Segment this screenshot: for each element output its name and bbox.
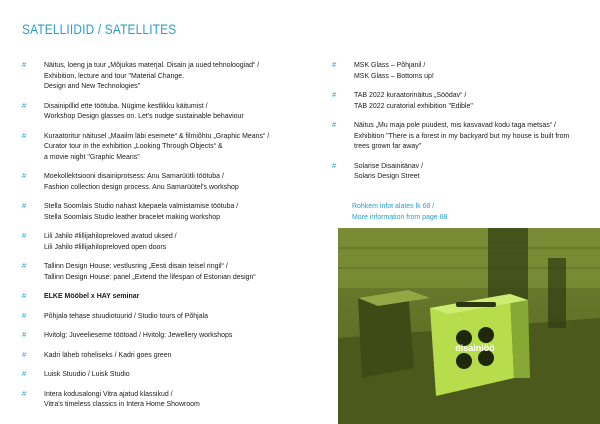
hash-bullet: # xyxy=(332,60,337,69)
list-item: # Moekollektsiooni disainiprotsess: Anu Samarüütli töötuba / Fashion collection design process. Anu Samarüütel's workshop xyxy=(22,171,239,191)
list-item: # Stella Soomlais Studio nahast käepaela valmistamise töötuba / Stella Soomlais Studio leather bracelet making workshop xyxy=(22,201,239,221)
hash-bullet: # xyxy=(22,100,27,110)
list-item: # Kadri läheb roheliseks / Kadri goes green xyxy=(22,349,172,359)
list-item: # Lili Jahilo #lillijahilopreloved avatud uksed / Lili Jahilo #lillijahilopreloved open doors xyxy=(22,231,177,251)
list-item: # Disainipillid ette töötuba. Nügime kestlikku käitumist / Workshop Design glasses on. Let's nudge sustainable behaviour xyxy=(22,100,244,120)
hash-bullet: # xyxy=(22,231,27,240)
events-list-right xyxy=(332,60,582,191)
list-item: # ELKE Mööbel x HAY seminar xyxy=(22,291,140,300)
list-item: # Luisk Stuudio / Luisk Studio xyxy=(22,369,130,378)
list-item: # Näitus, loeng ja tuur „Mõjukas materjal. Disain ja uued tehnoloogiad“ / Exhibition, lecture and tour "Material Change. Design and New Technologies" xyxy=(22,60,260,90)
events-list-left xyxy=(22,60,322,419)
hash-bullet: # xyxy=(22,330,27,339)
box-logo-text: disainiöö xyxy=(455,343,495,353)
photo-illustration xyxy=(338,228,600,424)
hash-bullet: # xyxy=(22,201,27,210)
hash-bullet: # xyxy=(332,120,337,129)
list-item: # MSK Glass – Põhjanil / MSK Glass – Bottoms up! xyxy=(332,60,434,80)
list-item: # Põhjala tehase stuudiotuurid / Studio tours of Põhjala xyxy=(22,310,209,320)
hash-bullet: # xyxy=(22,310,27,320)
hash-bullet: # xyxy=(22,261,27,270)
event-photo xyxy=(338,228,600,424)
hash-bullet: # xyxy=(22,60,27,69)
hash-bullet: # xyxy=(22,171,27,180)
list-item: # Intera kodusalongi Vitra ajatud klassikud / Vitra's timeless classics in Intera Home Showroom xyxy=(22,388,200,408)
hash-bullet: # xyxy=(332,90,337,99)
hash-bullet: # xyxy=(22,130,27,140)
page-title: SATELLIIDID / SATELLITES xyxy=(22,22,177,37)
list-item: # TAB 2022 kuraatorinäitus „Söödav“ / TAB 2022 curatorial exhibition "Edible" xyxy=(332,90,473,110)
hash-bullet: # xyxy=(332,160,337,170)
list-item: # Kuraatoritur näitusel „Maailm läbi esemete“ & filmiõhtu „Graphic Means“ / Curator tour in the exhibition „Looking Through Objects“ & a movie night "Graphic Means" xyxy=(22,130,270,161)
hash-bullet: # xyxy=(22,388,27,398)
list-item: # Hvitolg: Juveelieseme töötoad / Hvitolg: Jewellery workshops xyxy=(22,330,233,339)
list-item: # Tallinn Design House: vestlusring „Eesti disain teisel ringil“ / Tallinn Design House: panel „Extend the lifespan of Estonian design“ xyxy=(22,261,256,281)
hash-bullet: # xyxy=(22,291,27,300)
list-item: # Solarise Disainitänav / Solaris Design Street xyxy=(332,160,424,180)
more-info-link[interactable]: Rohkem infot alates lk 68 / More information from page 68 xyxy=(352,201,448,221)
hash-bullet: # xyxy=(22,369,27,378)
hash-bullet: # xyxy=(22,349,27,359)
list-item: # Näitus „Mu maja pole puudest, mis kasvavad kodu taga metsas“ / Exhibition "There is a forest in my backyard but my house is built from trees grown far away" xyxy=(332,120,570,150)
